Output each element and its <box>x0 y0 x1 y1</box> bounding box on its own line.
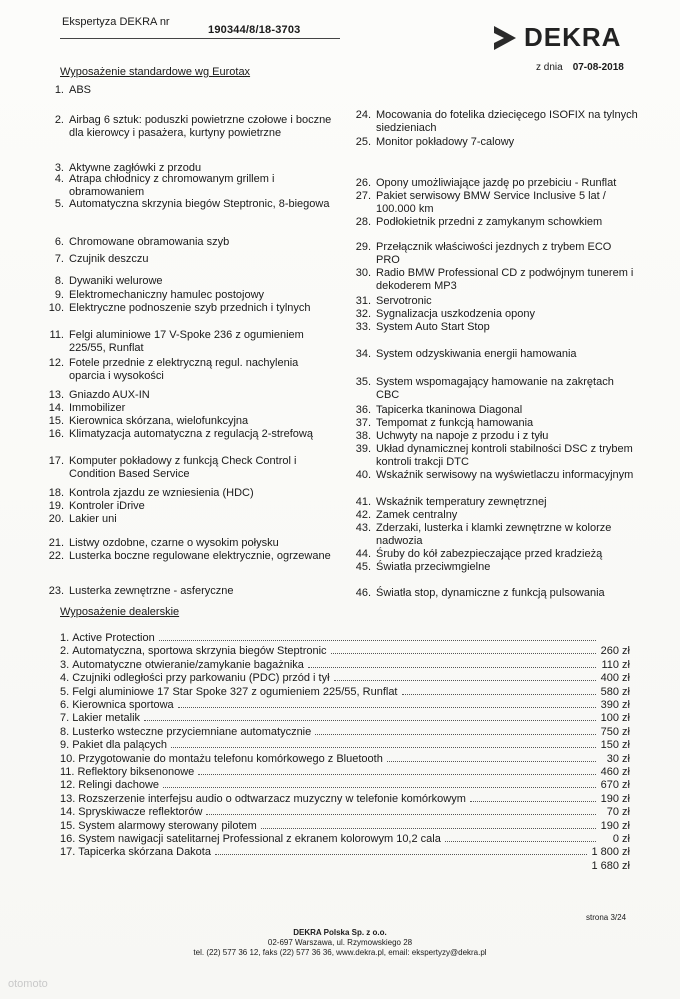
leader-dots <box>163 779 596 788</box>
item-text: Gniazdo AUX-IN <box>69 389 150 401</box>
item-text: System Auto Start Stop <box>376 321 490 333</box>
standard-item <box>353 190 638 215</box>
item-number: 37. <box>355 417 371 429</box>
leader-dots <box>198 766 596 775</box>
standard-item <box>353 177 638 190</box>
dealer-item-number: 6. <box>60 699 70 711</box>
standard-item <box>46 275 336 288</box>
date-label: z dnia <box>536 62 563 73</box>
standard-item <box>353 136 638 149</box>
dealer-item-text: Przygotowanie do montażu telefonu komórkowego z Bluetooth <box>78 752 383 765</box>
item-number: 10. <box>48 302 64 314</box>
leader-dots <box>159 632 596 641</box>
item-number: 43. <box>355 522 371 534</box>
standard-item <box>46 487 336 500</box>
item-number: 45. <box>355 561 371 573</box>
item-number: 16. <box>48 428 64 440</box>
standard-item <box>46 357 336 382</box>
item-text: Fotele przednie z elektryczną regul. nachylenia oparcia i wysokości <box>69 357 299 382</box>
item-number: 25. <box>355 136 371 148</box>
item-text: Elektryczne podnoszenie szyb przednich i tylnych <box>69 302 311 314</box>
dealer-item-number: 15. <box>60 819 76 832</box>
item-text: Światła przeciwmgielne <box>376 561 491 573</box>
item-text: System wspomagający hamowanie na zakrętach CBC <box>376 376 614 401</box>
item-text: Klimatyzacja automatyczna z regulacją 2-strefową <box>69 428 313 440</box>
dealer-item-number: 5. <box>60 685 70 698</box>
dealer-item-price: 30 zł <box>606 752 630 765</box>
item-number: 14. <box>48 402 64 414</box>
item-text: Felgi aluminiowe 17 V-Spoke 236 z ogumieniem 225/55, Runflat <box>69 329 304 354</box>
dealer-item-number: 16. <box>60 833 76 845</box>
footer <box>0 928 680 958</box>
dealer-item-number: 13. <box>60 792 76 805</box>
item-number: 31. <box>355 295 371 307</box>
item-text: Przełącznik właściwości jezdnych z trybem ECO PRO <box>376 241 612 266</box>
logo-text: DEKRA <box>524 22 622 52</box>
dealer-item-price: 1 800 zł <box>591 846 630 859</box>
item-number: 41. <box>355 496 371 508</box>
dealer-item-price: 190 zł <box>600 792 630 805</box>
item-text: Kierownica skórzana, wielofunkcyjna <box>69 415 249 427</box>
item-number: 23. <box>48 585 64 597</box>
standard-item <box>353 321 638 334</box>
item-text: Czujnik deszczu <box>69 253 149 265</box>
item-number: 20. <box>48 513 64 525</box>
standard-item <box>46 236 336 249</box>
dealer-item-price: 0 zł <box>612 833 630 845</box>
item-number: 32. <box>355 308 371 320</box>
item-number: 19. <box>48 500 64 512</box>
dealer-item <box>60 860 630 873</box>
standard-equipment-title: Wyposażenie standardowe wg Eurotax <box>60 66 251 78</box>
dealer-item-text: Relingi dachowe <box>78 779 160 792</box>
leader-dots <box>144 712 596 721</box>
item-number: 33. <box>355 321 371 333</box>
standard-item <box>353 216 638 229</box>
dealer-item <box>60 766 630 779</box>
dealer-item-text: Lusterko wsteczne przyciemniane automatycznie <box>72 725 312 738</box>
item-text: ABS <box>69 84 92 96</box>
page-number: strona 3/24 <box>586 913 627 922</box>
dealer-item-text: Kierownica sportowa <box>72 699 174 711</box>
leader-dots <box>402 686 597 695</box>
standard-item <box>46 402 336 415</box>
item-number: 2. <box>54 114 64 126</box>
item-text: Lusterka boczne regulowane elektrycznie, ogrzewane <box>69 550 331 562</box>
dekra-logo <box>490 22 621 53</box>
item-text: Automatyczna skrzynia biegów Steptronic, 8-biegowa <box>69 198 330 210</box>
item-number: 39. <box>355 443 371 455</box>
dealer-item-text: System nawigacji satelitarnej Professional z ekranem kolorowym 10,2 cala <box>78 833 441 845</box>
item-number: 5. <box>54 198 64 210</box>
item-number: 3. <box>54 162 64 174</box>
standard-item <box>353 404 638 417</box>
standard-item <box>46 114 336 139</box>
dealer-item-price: 1 680 zł <box>591 859 630 872</box>
dealer-item <box>60 699 630 712</box>
item-number: 27. <box>355 190 371 202</box>
standard-item <box>353 587 638 600</box>
item-text: Tapicerka tkaninowa Diagonal <box>376 404 523 416</box>
dealer-item-number: 2. <box>60 645 70 658</box>
dealer-item-price: 260 zł <box>600 645 630 658</box>
item-text: Aktywne zagłówki z przodu <box>69 162 202 174</box>
footer-address: 02-697 Warszawa, ul. Rzymowskiego 28 <box>267 938 413 947</box>
item-text: Listwy ozdobne, czarne o wysokim połysku <box>69 537 279 549</box>
dealer-item <box>60 793 630 806</box>
dealer-item-number: 3. <box>60 658 70 671</box>
standard-item <box>353 430 638 443</box>
dealer-item <box>60 645 630 658</box>
dealer-item-text: Automatyczna, sportowa skrzynia biegów Steptronic <box>72 645 327 658</box>
standard-item <box>353 469 638 482</box>
item-text: Monitor pokładowy 7-calowy <box>376 136 515 148</box>
standard-item <box>353 548 638 561</box>
item-number: 36. <box>355 404 371 416</box>
standard-item <box>353 295 638 308</box>
dealer-item-number: 4. <box>60 672 70 685</box>
dealer-item <box>60 726 630 739</box>
dealer-item-text: Felgi aluminiowe 17 Star Spoke 327 z ogumieniem 225/55, Runflat <box>72 685 398 698</box>
item-number: 9. <box>54 289 64 301</box>
item-text: Dywaniki welurowe <box>69 275 163 287</box>
dealer-item-price: 190 zł <box>600 819 630 832</box>
standard-item <box>46 389 336 402</box>
item-number: 6. <box>54 236 64 248</box>
dealer-item-text: Tapicerka skórzana Dakota <box>78 846 211 859</box>
dealer-item-number: 10. <box>60 752 76 765</box>
item-text: Immobilizer <box>69 402 126 414</box>
dealer-item <box>60 753 630 766</box>
item-number: 38. <box>355 430 371 442</box>
item-text: Opony umożliwiające jazdę po przebiciu - Runflat <box>376 177 617 189</box>
standard-item <box>46 415 336 428</box>
dealer-item <box>60 739 630 752</box>
dealer-item-number: 17. <box>60 846 76 859</box>
item-number: 7. <box>54 253 64 265</box>
header-underline <box>60 38 340 39</box>
dealer-item-text: Pakiet dla palących <box>72 739 167 752</box>
item-text: Tempomat z funkcją hamowania <box>376 417 534 429</box>
dealer-item-number: 11. <box>60 766 75 778</box>
item-number: 24. <box>355 109 371 121</box>
standard-item <box>46 289 336 302</box>
footer-company: DEKRA Polska Sp. z o.o. <box>293 928 387 937</box>
item-text: Atrapa chłodnicy z chromowanym grillem i obramowaniem <box>69 173 275 198</box>
standard-item <box>353 443 638 468</box>
dealer-item-number: 7. <box>60 712 70 725</box>
standard-item <box>46 428 336 441</box>
standard-item <box>353 241 638 266</box>
leader-dots <box>171 739 596 748</box>
report-date <box>536 62 624 73</box>
leader-dots <box>331 645 596 654</box>
item-number: 11. <box>49 329 64 341</box>
leader-dots <box>315 726 596 735</box>
dealer-item-number: 8. <box>60 725 70 738</box>
standard-item <box>46 173 336 198</box>
dealer-item <box>60 833 630 846</box>
item-text: Pakiet serwisowy BMW Service Inclusive 5 lat / 100.000 km <box>376 190 606 215</box>
item-number: 34. <box>355 348 371 360</box>
leader-dots <box>387 753 596 762</box>
dealer-item-text: Spryskiwacze reflektorów <box>78 806 203 819</box>
item-number: 29. <box>355 241 371 253</box>
dealer-item-number: 9. <box>60 739 70 752</box>
leader-dots <box>334 672 596 681</box>
leader-dots <box>445 833 596 842</box>
item-text: Komputer pokładowy z funkcją Check Control i Condition Based Service <box>69 455 297 480</box>
standard-item <box>353 308 638 321</box>
standard-item <box>46 513 336 526</box>
date-value: 07-08-2018 <box>572 62 624 73</box>
item-number: 1. <box>54 84 64 96</box>
item-number: 8. <box>54 275 64 287</box>
dealer-item <box>60 806 630 819</box>
dealer-item-text: Automatyczne otwieranie/zamykanie bagażnika <box>72 658 304 671</box>
leader-dots <box>206 806 596 815</box>
item-number: 17. <box>48 455 64 467</box>
standard-item <box>353 417 638 430</box>
dealer-item-text: Czujniki odległości przy parkowaniu (PDC) przód i tył <box>72 672 330 685</box>
dealer-item <box>60 632 630 645</box>
standard-item <box>46 585 336 598</box>
item-number: 46. <box>355 587 371 599</box>
item-number: 12. <box>48 357 64 369</box>
dealer-item <box>60 820 630 833</box>
item-number: 21. <box>48 537 64 549</box>
item-text: Wskaźnik serwisowy na wyświetlaczu informacyjnym <box>376 469 634 481</box>
dealer-item-price: 670 zł <box>600 779 630 792</box>
dealer-equipment-title: Wyposażenie dealerskie <box>60 606 180 618</box>
item-number: 35. <box>355 376 371 388</box>
standard-item <box>46 550 336 563</box>
item-text: Wskaźnik temperatury zewnętrznej <box>376 496 547 508</box>
dealer-item-text: System alarmowy sterowany pilotem <box>78 819 257 832</box>
item-text: Elektromechaniczny hamulec postojowy <box>69 289 265 301</box>
item-text: Lakier uni <box>69 513 117 525</box>
item-text: Zderzaki, lusterka i klamki zewnętrzne w kolorze nadwozia <box>376 522 612 547</box>
standard-item <box>46 198 336 211</box>
dealer-item-number: 12. <box>60 779 76 792</box>
item-text: Airbag 6 sztuk: poduszki powietrzne czołowe i boczne dla kierowcy i pasażera, kurtyny powietrzne <box>69 114 332 139</box>
standard-item <box>46 537 336 550</box>
dealer-item-price: 460 zł <box>600 766 630 778</box>
dealer-item-price: 750 zł <box>600 725 630 738</box>
standard-item <box>353 496 638 509</box>
dealer-item-price: 150 zł <box>600 739 630 752</box>
standard-item <box>46 302 336 315</box>
standard-item <box>46 500 336 513</box>
item-number: 13. <box>48 389 64 401</box>
dealer-item-number: 14. <box>60 806 76 819</box>
item-number: 42. <box>355 509 371 521</box>
item-text: Radio BMW Professional CD z podwójnym tunerem i dekoderem MP3 <box>376 267 634 292</box>
item-number: 18. <box>48 487 64 499</box>
standard-item <box>46 84 336 97</box>
item-number: 22. <box>48 550 64 562</box>
standard-item <box>353 109 638 134</box>
dealer-item-text: Rozszerzenie interfejsu audio o odtwarzacz muzyczny w telefonie komórkowym <box>78 792 466 805</box>
standard-item <box>353 561 638 574</box>
item-number: 40. <box>355 469 371 481</box>
item-text: Układ dynamicznej kontroli stabilności DSC z trybem kontroli trakcji DTC <box>376 443 633 468</box>
item-text: Śruby do kół zabezpieczające przed kradzieżą <box>376 548 603 560</box>
item-text: System odzyskiwania energii hamowania <box>376 348 577 360</box>
dealer-item-price: 70 zł <box>606 806 630 819</box>
dealer-item-price: 400 zł <box>600 672 630 685</box>
item-text: Podłokietnik przedni z zamykanym schowkiem <box>376 216 603 228</box>
item-text: Chromowane obramowania szyb <box>69 236 230 248</box>
dealer-item <box>60 779 630 792</box>
dealer-item <box>60 712 630 725</box>
leader-dots <box>178 699 596 708</box>
dekra-arrow-icon <box>490 23 520 53</box>
item-number: 26. <box>355 177 371 189</box>
item-text: Uchwyty na napoje z przodu i z tyłu <box>376 430 549 442</box>
item-text: Zamek centralny <box>376 509 458 521</box>
dealer-item-price: 390 zł <box>600 699 630 711</box>
item-number: 4. <box>54 173 64 185</box>
item-text: Kontrola zjazdu ze wzniesienia (HDC) <box>69 487 254 499</box>
standard-item <box>353 509 638 522</box>
standard-item <box>353 267 638 292</box>
standard-item <box>46 455 336 480</box>
dealer-item <box>60 846 630 859</box>
item-number: 28. <box>355 216 371 228</box>
dealer-item <box>60 672 630 685</box>
watermark: otomoto <box>8 978 48 990</box>
dealer-item-number: 1. <box>60 632 70 644</box>
dealer-item <box>60 686 630 699</box>
item-text: Servotronic <box>376 295 432 307</box>
report-number: 190344/8/18-3703 <box>208 24 301 36</box>
item-text: Kontroler iDrive <box>69 500 145 512</box>
dealer-item-price: 110 zł <box>601 658 630 671</box>
dealer-item-text: Reflektory biksenonowe <box>77 766 195 778</box>
standard-item <box>46 253 336 266</box>
standard-item <box>353 376 638 401</box>
footer-contact: tel. (22) 577 36 12, faks (22) 577 36 36, www.dekra.pl, email: ekspertyzy@dekra.pl <box>193 948 487 957</box>
item-number: 30. <box>355 267 371 279</box>
standard-item <box>353 348 638 361</box>
dealer-item-price: 580 zł <box>600 685 630 698</box>
item-text: Sygnalizacja uszkodzenia opony <box>376 308 535 320</box>
leader-dots <box>470 793 596 802</box>
item-text: Mocowania do fotelika dziecięcego ISOFIX na tylnych siedzieniach <box>376 109 638 134</box>
dealer-item-text: Active Protection <box>72 632 155 644</box>
dealer-item <box>60 659 630 672</box>
item-number: 44. <box>355 548 371 560</box>
dealer-item-text: Lakier metalik <box>72 712 141 725</box>
standard-item <box>353 522 638 547</box>
item-text: Światła stop, dynamiczne z funkcją pulsowania <box>376 587 605 599</box>
leader-dots <box>215 846 587 855</box>
leader-dots <box>308 659 596 668</box>
item-text: Lusterka zewnętrzne - asferyczne <box>69 585 234 597</box>
standard-item <box>46 329 336 354</box>
item-number: 15. <box>48 415 64 427</box>
dealer-item-price: 100 zł <box>600 712 630 725</box>
report-label: Ekspertyza DEKRA nr <box>62 16 170 28</box>
leader-dots <box>261 820 596 829</box>
